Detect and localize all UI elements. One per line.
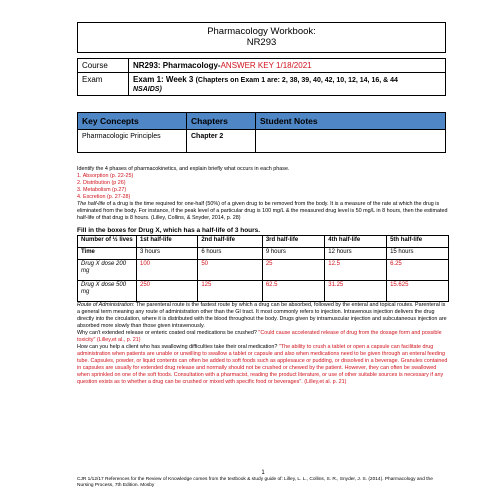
table-header-cell: 4th half-life	[325, 236, 387, 248]
table-cell: Drug X dose 200 mg	[78, 260, 137, 281]
table-cell: 6 hours	[198, 248, 263, 260]
half-life-text: of a drug is the time required for one-half (50%) of a given drug to be removed from the body. It is a measure of the rate at which the drug is eliminated from the body. For instance, if the peak level of a particular drug is 100 mg/L & the measured drug level is 50 mg/L in 8 hours, then the estimated half-life of that drug is 8 hours. (Lilley, Collins, & Snyder, 2014, p. 28)	[77, 201, 448, 221]
exam-chapters: (Chapters on Exam 1 are: 2, 38, 39, 40, 42, 10, 12, 14, 16, & 44	[195, 77, 398, 84]
table-cell: 25	[262, 260, 324, 281]
course-info-table	[77, 58, 446, 96]
page-number: 1	[261, 470, 265, 476]
table-cell: Drug X dose 500 mg	[78, 281, 137, 302]
crush-question	[77, 330, 449, 344]
table-header-cell: 1st half-life	[137, 236, 198, 248]
route-paragraph	[77, 302, 449, 330]
concept-cell: Pharmacologic Principles	[78, 130, 187, 153]
exam-nsaids: NSAIDS)	[133, 86, 162, 93]
title-box	[77, 22, 446, 53]
chapters-header: Chapters	[187, 113, 256, 130]
phase-item: 1. Absorption (p. 22-25)	[77, 173, 134, 179]
page-footer	[77, 470, 449, 489]
table-cell: Time	[78, 248, 137, 260]
notes-cell[interactable]	[256, 130, 446, 153]
citation: CJR 1/12/17 References for the Review of Knowledge comes from the textbook & study guide of: Lilley, L. L., Collins, S. R., Snyder, J. S. (2014). Pharmacology and the Nursing Process, 7th Edition. Mosby	[77, 477, 433, 488]
table-header-row	[78, 236, 449, 248]
half-life-term: The half-life	[77, 201, 106, 207]
exam-label: Exam	[78, 73, 129, 96]
table-cell: 62.5	[262, 281, 324, 302]
table-cell: 50	[198, 260, 263, 281]
course-code: NR293	[246, 37, 277, 48]
swallow-answer: "The ability to crush a tablet or open a capsule can facilitate drug administration when patients are unable or unwilling to swallow a tablet or capsule and also when medications need to be given through an enteral feeding tube. Capsules, powder, or liquid contents can often be added to soft foods such as applesauce or pudding, or dissolved in a beverage. Granules contained in capsules are usually for extended drug release and normally should not be crushed or chewed by the patient. However, they can often be swallowed when sprinkled on one of the soft foods. Consultation with a pharmacist, reading the product literature, or use of other suitable sources is necessary if any question exists as to whether a drug can be crushed or mixed with specific food or beverages". (Lilley,et al. p. 21)	[77, 344, 448, 385]
table-cell: 15 hours	[387, 248, 449, 260]
table-cell: 3 hours	[137, 248, 198, 260]
half-life-paragraph	[77, 201, 449, 222]
crush-answer: "Could cause accelerated release of drug from the dosage form and possible toxicity" (Lilley,et al., p. 21)	[77, 330, 442, 343]
table-cell: 250	[137, 281, 198, 302]
table-header-cell: 5th half-life	[387, 236, 449, 248]
page-title: Pharmacology Workbook:	[207, 26, 316, 37]
answer-key-label: ANSWER KEY 1/18/2021	[220, 61, 312, 70]
table-cell: 125	[198, 281, 263, 302]
phase-item: 3. Metabolism (p.27)	[77, 187, 127, 193]
table-cell: 12.5	[325, 260, 387, 281]
table-cell: 12 hours	[325, 248, 387, 260]
course-label: Course	[78, 59, 129, 73]
key-concepts-header: Key Concepts	[78, 113, 187, 130]
table-row	[78, 281, 449, 302]
course-value: NR293: Pharmacology-	[133, 61, 221, 70]
table-cell: 15.625	[387, 281, 449, 302]
phase-item: 4. Excretion (p. 27-28)	[77, 194, 131, 200]
chapter-cell: Chapter 2	[187, 130, 256, 153]
swallow-question-text: How can you help a client who has swallowing difficulties take their oral medication?	[77, 344, 279, 350]
student-notes-header: Student Notes	[256, 113, 446, 130]
table-header-cell: 3rd half-life	[262, 236, 324, 248]
key-concepts-table	[77, 112, 446, 153]
table-cell: 6.25	[387, 260, 449, 281]
table-row	[78, 260, 449, 281]
exam-value: Exam 1: Week 3	[133, 75, 196, 84]
fill-in-title: Fill in the boxes for Drug X, which has a half-life of 3 hours.	[77, 227, 261, 234]
question-phases: Identify the 4 phases of pharmacokinetics, and explain briefly what occurs in each phase.	[77, 166, 290, 172]
table-cell: 100	[137, 260, 198, 281]
route-text: : The parenteral route is the fastest route by which a drug can be absorbed, followed by the enteral and topical routes. Parenteral is a general term meaning any route of administration other than the GI tract. It most commonly refers to injection. Intravenous injection delivers the drug directly into the circulation, where it is distributed with the blood throughout the body. Drugs given by intramuscular injection and subcutaneous injection are absorbed more slowly than those given intravenously.	[77, 302, 447, 329]
table-cell: 31.25	[325, 281, 387, 302]
content-body	[77, 166, 449, 386]
route-term: Route of Administration	[77, 302, 133, 308]
phase-item: 2. Distribution (p 26)	[77, 180, 126, 186]
table-cell: 9 hours	[262, 248, 324, 260]
table-header-cell: 2nd half-life	[198, 236, 263, 248]
crush-question-text: Why can't extended release or enteric coated oral medications be crushed?	[77, 330, 259, 336]
swallow-question	[77, 344, 449, 386]
phase-list	[77, 173, 449, 201]
half-life-table	[77, 235, 449, 302]
table-row	[78, 248, 449, 260]
table-header-cell: Number of ½ lives	[78, 236, 137, 248]
